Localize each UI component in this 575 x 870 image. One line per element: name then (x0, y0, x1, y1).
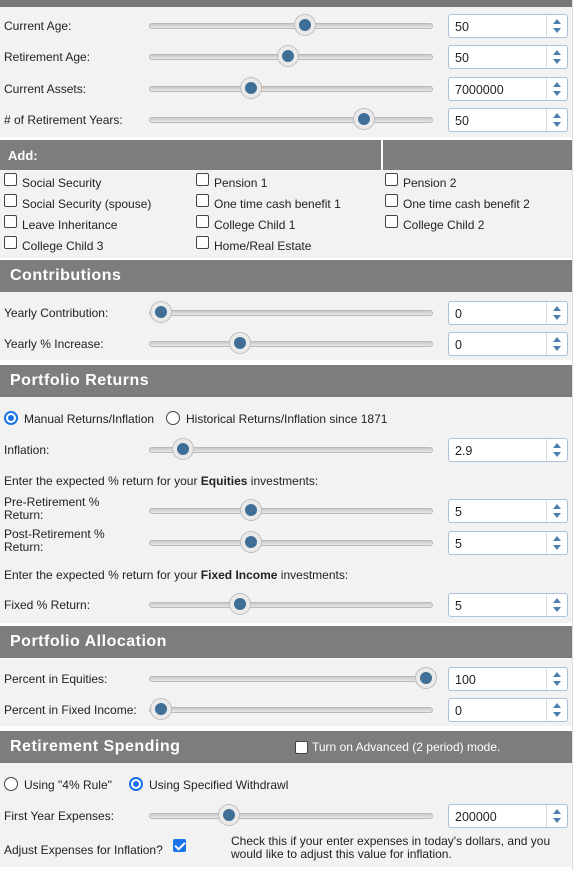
first-year-expenses-label: First Year Expenses: (4, 809, 115, 823)
current-age-value[interactable]: 50 (455, 20, 469, 34)
first-year-expenses-input[interactable] (448, 804, 568, 828)
first-year-expenses-row (0, 800, 572, 831)
equities-prompt-prefix: Enter the expected % return for your (4, 474, 201, 488)
four-percent-rule-label[interactable]: Using "4% Rule" (24, 778, 112, 792)
retirement-years-value[interactable]: 50 (455, 114, 469, 128)
historical-returns-label[interactable]: Historical Returns/Inflation since 1871 (186, 412, 388, 426)
retirement-spending-title: Retirement Spending (10, 738, 181, 755)
spin-up-icon[interactable] (553, 672, 561, 677)
yearly-increase-value[interactable]: 0 (455, 338, 462, 352)
retirement-years-input[interactable] (448, 108, 568, 132)
pre-retirement-spinner[interactable] (546, 500, 567, 522)
adjust-inflation-label: Adjust Expenses for Inflation? (4, 843, 163, 857)
current-assets-slider[interactable] (149, 86, 433, 92)
historical-returns-radio[interactable] (166, 411, 180, 425)
right-border (572, 0, 573, 870)
fixed-return-spinner[interactable] (546, 594, 567, 616)
fixed-return-label: Fixed % Return: (4, 598, 91, 612)
inflation-spinner[interactable] (546, 439, 567, 461)
yearly-increase-slider-thumb[interactable] (230, 333, 250, 353)
spin-up-icon[interactable] (553, 113, 561, 118)
add-header (0, 140, 572, 170)
contributions-title: Contributions (10, 267, 122, 284)
yearly-increase-label: Yearly % Increase: (4, 337, 104, 351)
equities-prompt-suffix: investments: (247, 474, 319, 488)
pre-retirement-row (0, 495, 572, 526)
yearly-contribution-row (0, 297, 572, 328)
post-retirement-value[interactable]: 5 (455, 537, 462, 551)
yearly-contribution-slider-thumb[interactable] (151, 302, 171, 322)
one-time-cash-1-checkbox[interactable] (196, 194, 209, 207)
fixed-income-slider[interactable] (149, 707, 433, 713)
spin-down-icon[interactable] (553, 346, 561, 351)
adjust-inflation-note-line-2: would like to adjust this value for inflation. (231, 847, 452, 861)
post-retirement-slider[interactable] (149, 540, 433, 546)
manual-returns-radio[interactable] (4, 411, 18, 425)
equities-prompt (4, 474, 318, 488)
spin-down-icon[interactable] (553, 315, 561, 320)
yearly-contribution-spinner[interactable] (546, 302, 567, 324)
retirement-spending-panel (0, 763, 572, 867)
yearly-contribution-input[interactable] (448, 301, 568, 325)
leave-inheritance-checkbox[interactable] (4, 215, 17, 228)
college-child-1-checkbox[interactable] (196, 215, 209, 228)
equities-label: Percent in Equities: (4, 672, 108, 686)
fixed-return-input[interactable] (448, 593, 568, 617)
equities-spinner[interactable] (546, 668, 567, 690)
pre-retirement-slider-thumb[interactable] (241, 500, 261, 520)
current-age-label: Current Age: (4, 19, 72, 33)
college-child-1-label[interactable]: College Child 1 (214, 218, 296, 232)
current-age-row (0, 10, 572, 41)
spin-up-icon[interactable] (553, 809, 561, 814)
portfolio-returns-title: Portfolio Returns (10, 372, 150, 389)
add-options-panel (0, 170, 572, 258)
current-age-input[interactable] (448, 14, 568, 38)
inflation-slider[interactable] (149, 447, 433, 453)
pension-1-checkbox[interactable] (196, 173, 209, 186)
fixed-income-spinner[interactable] (546, 699, 567, 721)
spin-up-icon[interactable] (553, 703, 561, 708)
spin-up-icon[interactable] (553, 82, 561, 87)
retirement-spending-header (0, 731, 572, 763)
fixed-income-slider-thumb[interactable] (151, 699, 171, 719)
retirement-age-row (0, 41, 572, 72)
pre-retirement-slider[interactable] (149, 508, 433, 514)
spin-down-icon[interactable] (553, 513, 561, 518)
spin-up-icon[interactable] (553, 536, 561, 541)
retirement-age-spinner[interactable] (546, 46, 567, 68)
retirement-years-slider[interactable] (149, 117, 433, 123)
add-title: Add: (8, 148, 38, 163)
fixed-income-word: Fixed Income (200, 568, 278, 582)
equities-input[interactable] (448, 667, 568, 691)
fixed-return-slider[interactable] (149, 602, 433, 608)
first-year-expenses-slider[interactable] (149, 813, 433, 819)
yearly-contribution-value[interactable]: 0 (455, 307, 462, 321)
contributions-header (0, 260, 572, 292)
inflation-row (0, 434, 572, 465)
portfolio-allocation-header (0, 626, 572, 658)
pension-2-label[interactable]: Pension 2 (403, 176, 457, 190)
current-age-slider-thumb[interactable] (295, 15, 315, 35)
pension-1-label[interactable]: Pension 1 (214, 176, 268, 190)
fixed-prompt-suffix: investments: (277, 568, 349, 582)
fixed-income-prompt (4, 568, 348, 582)
spin-down-icon[interactable] (553, 607, 561, 612)
fixed-return-value[interactable]: 5 (455, 599, 462, 613)
current-assets-row (0, 73, 572, 104)
retirement-years-label: # of Retirement Years: (4, 113, 123, 127)
portfolio-allocation-panel (0, 658, 572, 726)
specified-withdrawal-label[interactable]: Using Specified Withdrawl (149, 778, 289, 792)
fixed-return-slider-thumb[interactable] (230, 594, 250, 614)
current-age-spinner[interactable] (546, 15, 567, 37)
post-retirement-spinner[interactable] (546, 532, 567, 554)
add-header-divider (381, 140, 383, 170)
current-assets-input[interactable] (448, 77, 568, 101)
pre-retirement-input[interactable] (448, 499, 568, 523)
portfolio-allocation-title: Portfolio Allocation (10, 633, 167, 650)
adjust-inflation-note-line-1: Check this if your enter expenses in today's dollars, and you (231, 834, 551, 848)
pre-retirement-value[interactable]: 5 (455, 505, 462, 519)
one-time-cash-2-label[interactable]: One time cash benefit 2 (403, 197, 530, 211)
fixed-prompt-prefix: Enter the expected % return for your (4, 568, 201, 582)
spin-up-icon[interactable] (553, 598, 561, 603)
fixed-income-value[interactable]: 0 (455, 704, 462, 718)
basic-inputs-panel (0, 7, 572, 137)
college-child-3-checkbox[interactable] (4, 236, 17, 249)
yearly-increase-slider[interactable] (149, 341, 433, 347)
yearly-increase-input[interactable] (448, 332, 568, 356)
college-child-2-checkbox[interactable] (385, 215, 398, 228)
fixed-income-label: Percent in Fixed Income: (4, 703, 137, 717)
post-retirement-slider-thumb[interactable] (241, 532, 261, 552)
equities-row (0, 663, 572, 694)
social-security-spouse-checkbox[interactable] (4, 194, 17, 207)
spin-down-icon[interactable] (553, 545, 561, 550)
contributions-panel (0, 292, 572, 360)
current-age-slider[interactable] (149, 23, 433, 29)
social-security-spouse-label[interactable]: Social Security (spouse) (22, 197, 152, 211)
social-security-checkbox[interactable] (4, 173, 17, 186)
post-retirement-row (0, 527, 572, 558)
spin-down-icon[interactable] (553, 818, 561, 823)
yearly-contribution-label: Yearly Contribution: (4, 306, 109, 320)
adjust-inflation-checkbox[interactable] (173, 839, 186, 852)
retirement-years-spinner[interactable] (546, 109, 567, 131)
equities-value[interactable]: 100 (455, 673, 476, 687)
retirement-years-row (0, 104, 572, 135)
inflation-slider-thumb[interactable] (173, 439, 193, 459)
fixed-return-row (0, 589, 572, 620)
spin-down-icon[interactable] (553, 452, 561, 457)
first-year-expenses-slider-thumb[interactable] (219, 805, 239, 825)
inflation-value[interactable]: 2.9 (455, 444, 473, 458)
specified-withdrawal-radio[interactable] (129, 777, 143, 791)
social-security-label[interactable]: Social Security (22, 176, 102, 190)
spin-up-icon[interactable] (553, 504, 561, 509)
spin-down-icon[interactable] (553, 91, 561, 96)
advanced-mode-label[interactable]: Turn on Advanced (2 period) mode. (312, 740, 501, 754)
manual-returns-label[interactable]: Manual Returns/Inflation (24, 412, 155, 426)
spin-up-icon[interactable] (553, 306, 561, 311)
fixed-income-input[interactable] (448, 698, 568, 722)
four-percent-rule-radio[interactable] (4, 777, 18, 791)
equities-slider[interactable] (149, 676, 433, 682)
pre-retirement-label: Pre-Retirement % Return: (4, 495, 100, 522)
fixed-income-row (0, 694, 572, 725)
spin-down-icon[interactable] (553, 712, 561, 717)
yearly-increase-row (0, 328, 572, 359)
current-assets-value[interactable]: 7000000 (455, 83, 504, 97)
college-child-3-label[interactable]: College Child 3 (22, 239, 104, 253)
spin-down-icon[interactable] (553, 681, 561, 686)
retirement-age-slider[interactable] (149, 54, 433, 60)
top-bar (0, 0, 572, 7)
current-assets-spinner[interactable] (546, 78, 567, 100)
retirement-age-value[interactable]: 50 (455, 51, 469, 65)
retirement-years-slider-thumb[interactable] (354, 109, 374, 129)
spin-up-icon[interactable] (553, 443, 561, 448)
inflation-input[interactable] (448, 438, 568, 462)
spin-down-icon[interactable] (553, 122, 561, 127)
spin-up-icon[interactable] (553, 337, 561, 342)
pension-2-checkbox[interactable] (385, 173, 398, 186)
post-retirement-label: Post-Retirement % Return: (4, 527, 105, 554)
spin-up-icon[interactable] (553, 50, 561, 55)
portfolio-returns-panel (0, 397, 572, 623)
retirement-age-slider-thumb[interactable] (278, 46, 298, 66)
equities-word: Equities (200, 474, 248, 488)
one-time-cash-2-checkbox[interactable] (385, 194, 398, 207)
inflation-label: Inflation: (4, 443, 50, 457)
equities-slider-thumb[interactable] (416, 668, 436, 688)
first-year-expenses-spinner[interactable] (546, 805, 567, 827)
retirement-age-input[interactable] (448, 45, 568, 69)
yearly-increase-spinner[interactable] (546, 333, 567, 355)
spin-up-icon[interactable] (553, 19, 561, 24)
home-real-estate-checkbox[interactable] (196, 236, 209, 249)
current-assets-label: Current Assets: (4, 82, 87, 96)
advanced-mode-checkbox[interactable] (295, 741, 308, 754)
yearly-contribution-slider[interactable] (149, 310, 433, 316)
retirement-age-label: Retirement Age: (4, 50, 91, 64)
first-year-expenses-value[interactable]: 200000 (455, 810, 497, 824)
home-real-estate-label[interactable]: Home/Real Estate (214, 239, 312, 253)
spin-down-icon[interactable] (553, 28, 561, 33)
college-child-2-label[interactable]: College Child 2 (403, 218, 485, 232)
leave-inheritance-label[interactable]: Leave Inheritance (22, 218, 118, 232)
portfolio-returns-header (0, 365, 572, 397)
current-assets-slider-thumb[interactable] (241, 78, 261, 98)
one-time-cash-1-label[interactable]: One time cash benefit 1 (214, 197, 341, 211)
post-retirement-input[interactable] (448, 531, 568, 555)
spin-down-icon[interactable] (553, 59, 561, 64)
